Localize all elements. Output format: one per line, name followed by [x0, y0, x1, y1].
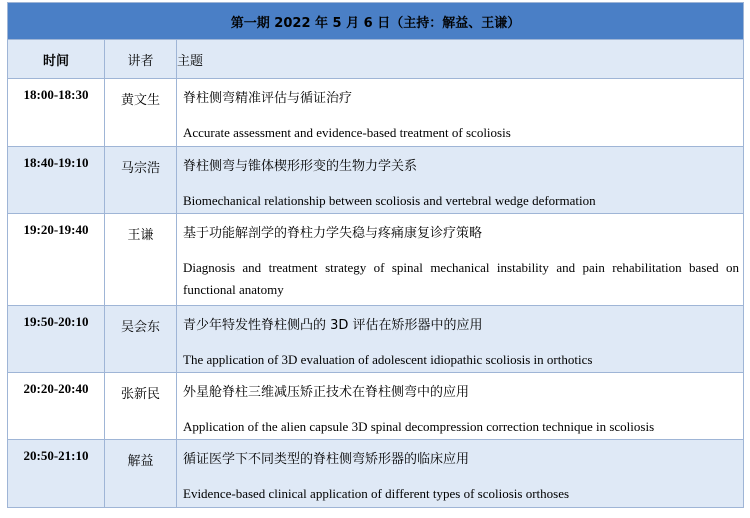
- session-title: 第一期 2022 年 5 月 6 日（主持：解益、王谦）: [8, 3, 744, 40]
- speaker-name: 张新民: [105, 373, 177, 440]
- table-row: [8, 440, 744, 508]
- topic-en: Evidence-based clinical application of different types of scoliosis orthoses: [183, 486, 570, 501]
- topic-zh: 基于功能解剖学的脊柱力学失稳与疼痛康复诊疗策略: [183, 226, 483, 241]
- topic-zh: 脊柱侧弯与锥体楔形形变的生物力学关系: [183, 159, 418, 174]
- topic-zh: 循证医学下不同类型的脊柱侧弯矫形器的临床应用: [183, 452, 470, 467]
- topic-zh: 青少年特发性脊柱侧凸的 3D 评估在矫形器中的应用: [183, 318, 483, 333]
- topic-cell: [177, 147, 744, 214]
- topic-cell: [177, 79, 744, 147]
- topic-en: Accurate assessment and evidence-based treatment of scoliosis: [183, 125, 511, 140]
- topic-cell: [177, 373, 744, 440]
- header-topic: 主题: [177, 40, 744, 79]
- speaker-name: 马宗浩: [105, 147, 177, 214]
- talk-time: 18:00-18:30: [8, 79, 105, 147]
- speaker-name: 黄文生: [105, 79, 177, 147]
- speaker-name: 吴会东: [105, 306, 177, 373]
- table-row: [8, 214, 744, 306]
- speaker-name: 解益: [105, 440, 177, 508]
- topic-en: Diagnosis and treatment strategy of spinal mechanical instability and pain rehabilitation based on functional anatomy: [183, 260, 739, 297]
- topic-zh: 外星舱脊柱三维减压矫正技术在脊柱侧弯中的应用: [183, 385, 470, 400]
- topic-en: Biomechanical relationship between scoliosis and vertebral wedge deformation: [183, 193, 596, 208]
- topic-en: The application of 3D evaluation of adolescent idiopathic scoliosis in orthotics: [183, 352, 593, 367]
- talk-time: 19:20-19:40: [8, 214, 105, 306]
- schedule-table: [7, 2, 744, 508]
- talk-time: 20:20-20:40: [8, 373, 105, 440]
- table-row: [8, 147, 744, 214]
- talk-time: 18:40-19:10: [8, 147, 105, 214]
- table-row: [8, 79, 744, 147]
- talk-time: 19:50-20:10: [8, 306, 105, 373]
- table-row: [8, 306, 744, 373]
- table-row: [8, 373, 744, 440]
- speaker-name: 王谦: [105, 214, 177, 306]
- header-time: 时间: [8, 40, 105, 79]
- topic-cell: [177, 306, 744, 373]
- topic-zh: 脊柱侧弯精准评估与循证治疗: [183, 91, 353, 106]
- talk-time: 20:50-21:10: [8, 440, 105, 508]
- topic-cell: [177, 214, 744, 306]
- header-row: [8, 40, 744, 79]
- header-speaker: 讲者: [105, 40, 177, 79]
- topic-cell: [177, 440, 744, 508]
- topic-en: Application of the alien capsule 3D spinal decompression correction technique in scoliosis: [183, 419, 655, 434]
